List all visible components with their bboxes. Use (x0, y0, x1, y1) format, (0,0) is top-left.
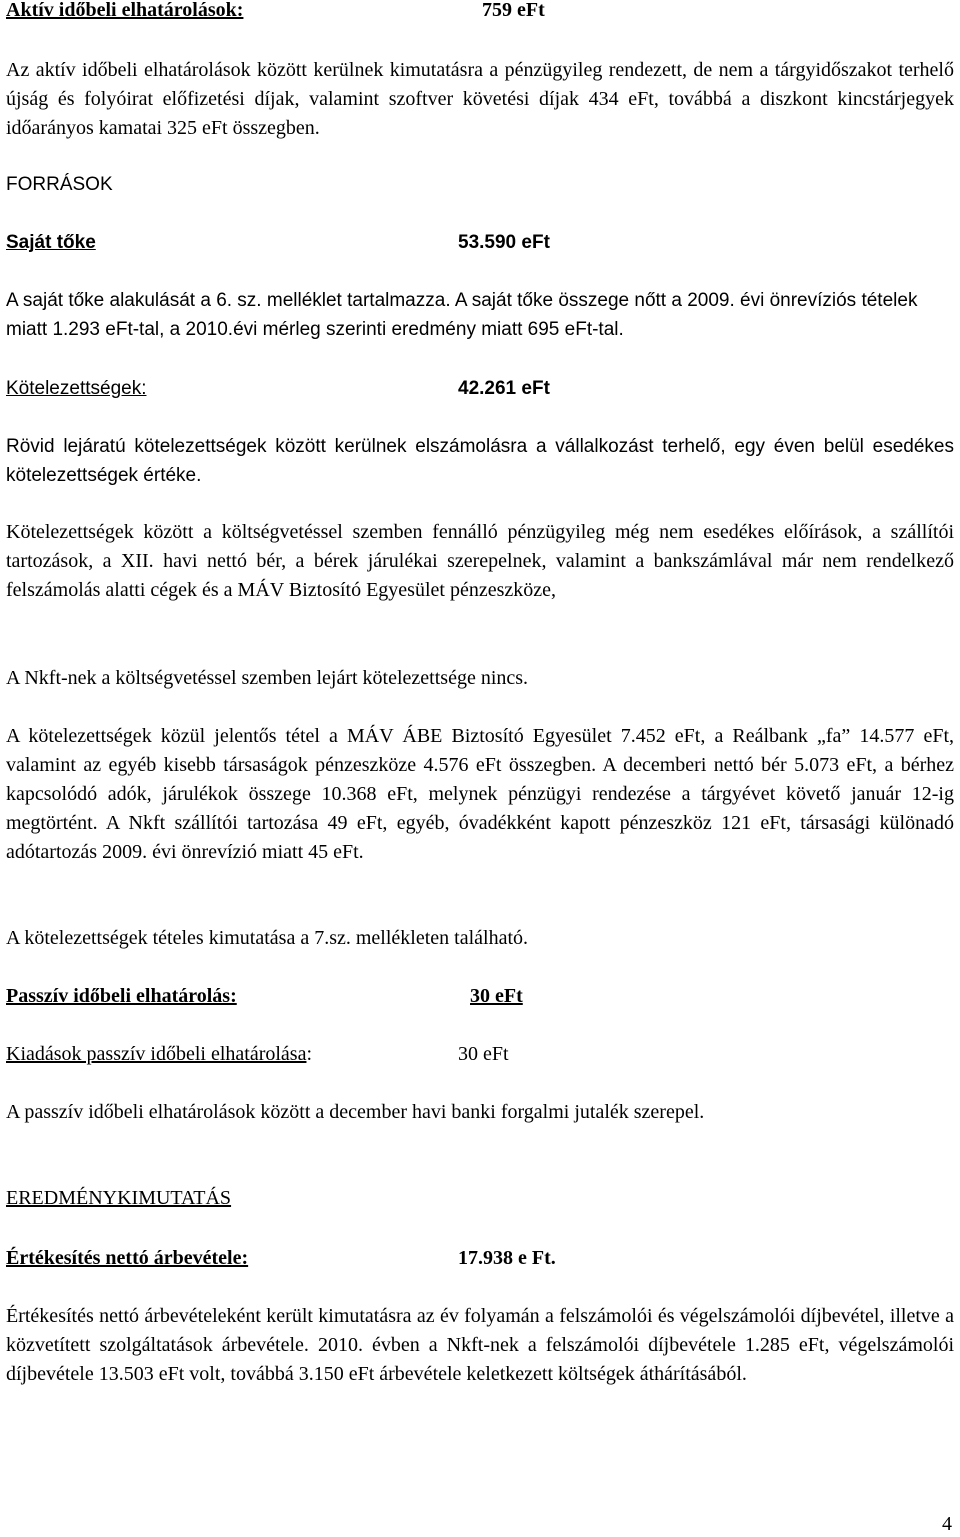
paragraph-kotelezettsegek-1: Rövid lejáratú kötelezettségek között kerülnek elszámolásra a vállalkozást terhelő, egy éven belül esedékes kötelezettségek értéke. (6, 436, 954, 486)
value-passziv: 30 eFt (470, 985, 523, 1007)
heading-eredmenykimutatas: EREDMÉNYKIMUTATÁS (6, 1187, 232, 1209)
heading-sajat-toke: Saját tőke (6, 232, 96, 253)
value-aktiv: 759 eFt (482, 0, 545, 21)
subheading-passziv-label: Kiadások passzív időbeli elhatárolása (6, 1043, 307, 1065)
heading-kotelezettsegek: Kötelezettségek: (6, 378, 147, 399)
paragraph-kotelezettsegek-2: Kötelezettségek között a költségvetéssel szemben fennálló pénzügyileg még nem esedékes előírások, a szállítói tartozások, a XII. havi nettó bér, a bérek járulékai szerepelnek, valamint a bankszámlával már nem rendelkező felszámolás alatti cégek és a MÁV Biztosító Egyesület pénzeszköze, (6, 521, 954, 601)
paragraph-kotelezettsegek-3: A Nkft-nek a költségvetéssel szemben lejárt kötelezettsége nincs. (6, 667, 529, 689)
value-kotelezettsegek: 42.261 eFt (458, 378, 550, 399)
paragraph-aktiv: Az aktív időbeli elhatárolások között kerülnek kimutatásra a pénzügyileg rendezett, de nem a tárgyidőszakot terhelő újság és folyóirat előfizetési díjak, valamint szoftver követési díjak 434 eFt, továbbá a diszkont kincstárjegyek időarányos kamatai 325 eFt összegben. (6, 59, 954, 139)
heading-aktiv: Aktív időbeli elhatárolások: (6, 0, 244, 21)
subvalue-passziv: 30 eFt (458, 1043, 509, 1065)
paragraph-kotelezettsegek-4: A kötelezettségek közül jelentős tétel a MÁV ÁBE Biztosító Egyesület 7.452 eFt, a Reálbank „fa” 14.577 eFt, valamint az egyéb kisebb társaságok pénzeszköze 4.576 eFt összegben. A decemberi nettó bér 5.073 eFt, a bérhez kapcsolódó adók, járulékok összege 10.368 eFt, melynek pénzügyi rendezése a tárgyévet követő január 12-ig megtörtént. A Nkft szállítói tartozása 49 eFt, egyéb, óvadékként kapott pénzeszköz 121 eFt, társasági különadó adótartozás 2009. évi önrevízió miatt 45 eFt. (6, 725, 954, 863)
subheading-passziv (6, 1040, 312, 1069)
paragraph-passziv: A passzív időbeli elhatárolások között a december havi banki forgalmi jutalék szerepel. (6, 1101, 705, 1123)
page-number: 4 (942, 1513, 952, 1535)
paragraph-kotelezettsegek-5: A kötelezettségek tételes kimutatása a 7.sz. mellékleten található. (6, 927, 529, 949)
paragraph-arbevetel: Értékesítés nettó árbevételeként került kimutatásra az év folyamán a felszámolói és végelszámolói díjbevétel, illetve a közvetített szolgáltatások árbevétele. 2010. évben a Nkft-nek a felszámolói díjbevétele 1.285 eFt, végelszámolói díjbevétele 13.503 eFt volt, továbbá 3.150 eFt árbevétele keletkezett költségek áthárításából. (6, 1305, 954, 1385)
paragraph-sajat-toke: A saját tőke alakulását a 6. sz. melléklet tartalmazza. A saját tőke összege nőtt a 2009. évi önrevíziós tételek miatt 1.293 eFt-tal, a 2010.évi mérleg szerinti eredmény miatt 695 eFt-tal. (6, 290, 918, 340)
subheading-passziv-colon: : (306, 1043, 313, 1065)
heading-passziv: Passzív időbeli elhatárolás: (6, 985, 237, 1007)
value-arbevetel: 17.938 e Ft. (458, 1247, 556, 1269)
heading-forrasok: FORRÁSOK (6, 174, 113, 195)
heading-arbevetel: Értékesítés nettó árbevétele: (6, 1247, 249, 1269)
value-sajat-toke: 53.590 eFt (458, 232, 550, 253)
